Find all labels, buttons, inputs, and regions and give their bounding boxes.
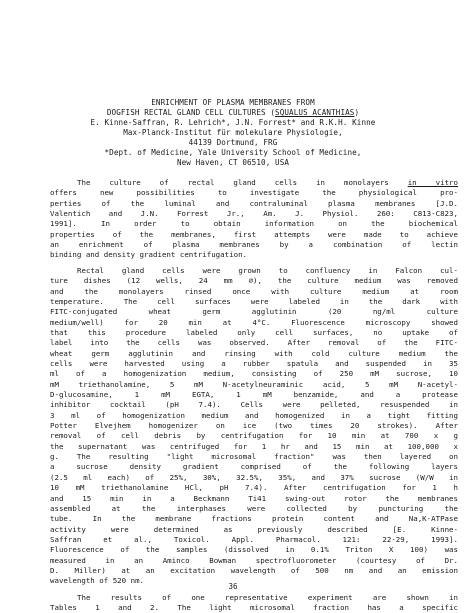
text-line: measured in an Aminco Bowman spectrofluorometer (courtesy of Dr. bbox=[50, 555, 458, 565]
species-name: SQUALUS ACANTHIAS bbox=[275, 108, 355, 117]
text-line: 1991]. In order to obtain information on the biochemical bbox=[50, 219, 458, 229]
text-line: wavelength of 520 nm. bbox=[50, 576, 145, 586]
text-line: mM triethanolamine, 5 mM N-acetylneuraminic acid, 5 mM N-acetyl- bbox=[50, 379, 458, 389]
text-line: inhibitor cocktail (pH 7.4). Cells were pelleted, resuspended in bbox=[50, 400, 458, 410]
text-line: an enrichment of plasma membranes by a combination of lectin bbox=[50, 240, 458, 250]
text-line: D. Miller) at an excitation wavelength of 500 nm and an emission bbox=[50, 565, 458, 575]
text-line: ture dishes (12 wells, 24 mm ⌀), the culture medium was removed bbox=[50, 276, 458, 286]
text-line: Valentich and J.N. Forrest Jr., Am. J. Physiol. 260: C813-C823, bbox=[50, 209, 458, 219]
text-line: D-glucosamine, 1 mM EGTA, 1 mM benzamide, and a protease bbox=[50, 390, 458, 399]
title-line-2-end: ) bbox=[354, 108, 360, 117]
text-line: label into the cells was observed. After removal of the FITC- bbox=[50, 338, 458, 348]
text-line: perties of the luminal and contraluminal plasma membranes [J.D. bbox=[50, 198, 458, 208]
title-line-1: ENRICHMENT OF PLASMA MEMBRANES FROM bbox=[151, 98, 315, 107]
text-line: The results of one representative experiment are shown in bbox=[77, 592, 458, 602]
text-line: offers new possibilities to investigate the physiological pro- bbox=[50, 188, 458, 198]
text-line: Potter Elvejhem homogenizer on ice (two times 20 strokes). After bbox=[50, 421, 458, 431]
text-line: FITC-conjugated wheat germ agglutinin (20 ng/ml culture bbox=[50, 307, 458, 317]
affiliation-1: Max-Planck-Institut für molekulare Physiologie, bbox=[123, 128, 343, 137]
text-line: tube. In the membrane fractions protein content and Na,K-ATPase bbox=[50, 514, 458, 524]
text-line: The culture of rectal gland cells in monolayers in vitro bbox=[77, 178, 458, 187]
text-line: and the monolayers rinsed once with culture medium at room bbox=[50, 286, 458, 296]
text-line: Saffran et al., Toxicol. Appl. Pharmacol. 121: 22-29, 1993]. bbox=[50, 534, 458, 544]
text-line: cells were harvested using a rubber spatula and suspended in 35 bbox=[50, 358, 458, 368]
text-line: removal of cell debris by centrifugation for 10 min at 700 x g bbox=[50, 431, 458, 441]
text-line: g. The resulting "light microsomal fraction" was then layered on bbox=[50, 452, 458, 462]
text-line: medium/well) for 20 min at 4°C. Fluorescence microscopy showed bbox=[50, 317, 458, 327]
text-line: 3 ml of homogenization medium and homogenized in a tight fitting bbox=[50, 410, 458, 420]
text-line: a sucrose density gradient comprised of the following layers bbox=[50, 462, 458, 472]
page-number: 36 bbox=[228, 582, 238, 591]
text-line: (2.5 ml each) of 25%, 30%, 32.5%, 35%, and 37% sucrose (W/W in bbox=[50, 472, 458, 482]
text-line: temperature. The cell surfaces were labeled in the dark with bbox=[50, 296, 458, 306]
text-line: wheat germ agglutinin and rinsing with cold culture medium the bbox=[50, 348, 458, 358]
affiliation-2: 44139 Dortmund, FRG bbox=[188, 138, 278, 147]
text-line: the supernatant was centrifuged for 1 hr and 15 min at 100,000 x bbox=[50, 441, 458, 451]
text-line: Rectal gland cells were grown to confluency in Falcon cul- bbox=[77, 265, 458, 275]
text-line: properties of the membranes, first attempts were made to achieve bbox=[50, 229, 458, 239]
text-line: Tables 1 and 2. The light microsomal fraction has a specific bbox=[50, 603, 458, 612]
authors: E. Kinne-Saffran, R. Lehrich*, J.N. Forrest* and R.K.H. Kinne bbox=[90, 118, 376, 127]
text-line: that this procedure labeled only cell surfaces, no uptake of bbox=[50, 327, 458, 337]
text-line: assembled at the interphases were collected by puncturing the bbox=[50, 503, 458, 513]
text-line: Fluorescence of the samples (dissolved in 0.1% Triton X 100) was bbox=[50, 545, 458, 555]
affiliation-4: New Haven, CT 06510, USA bbox=[176, 158, 290, 167]
text-line: binding and density gradient centrifugation. bbox=[50, 250, 248, 260]
affiliation-3: *Dept. of Medicine, Yale University School of Medicine, bbox=[104, 148, 362, 157]
text-line: ml of a homogenization medium, consisting of 250 mM sucrose, 10 bbox=[50, 369, 458, 379]
text-line: and 15 min in a Beckmann Ti41 swing-out rotor the membranes bbox=[50, 493, 458, 503]
text-line: 10 mM triethanolamine HCl, pH 7.4). After centrifugation for 1 h bbox=[50, 483, 458, 493]
title-line-2-start: DOGFISH RECTAL GLAND CELL CULTURES ( bbox=[106, 108, 276, 117]
text-line: activity were determined as previously described [E. Kinne- bbox=[50, 524, 458, 534]
